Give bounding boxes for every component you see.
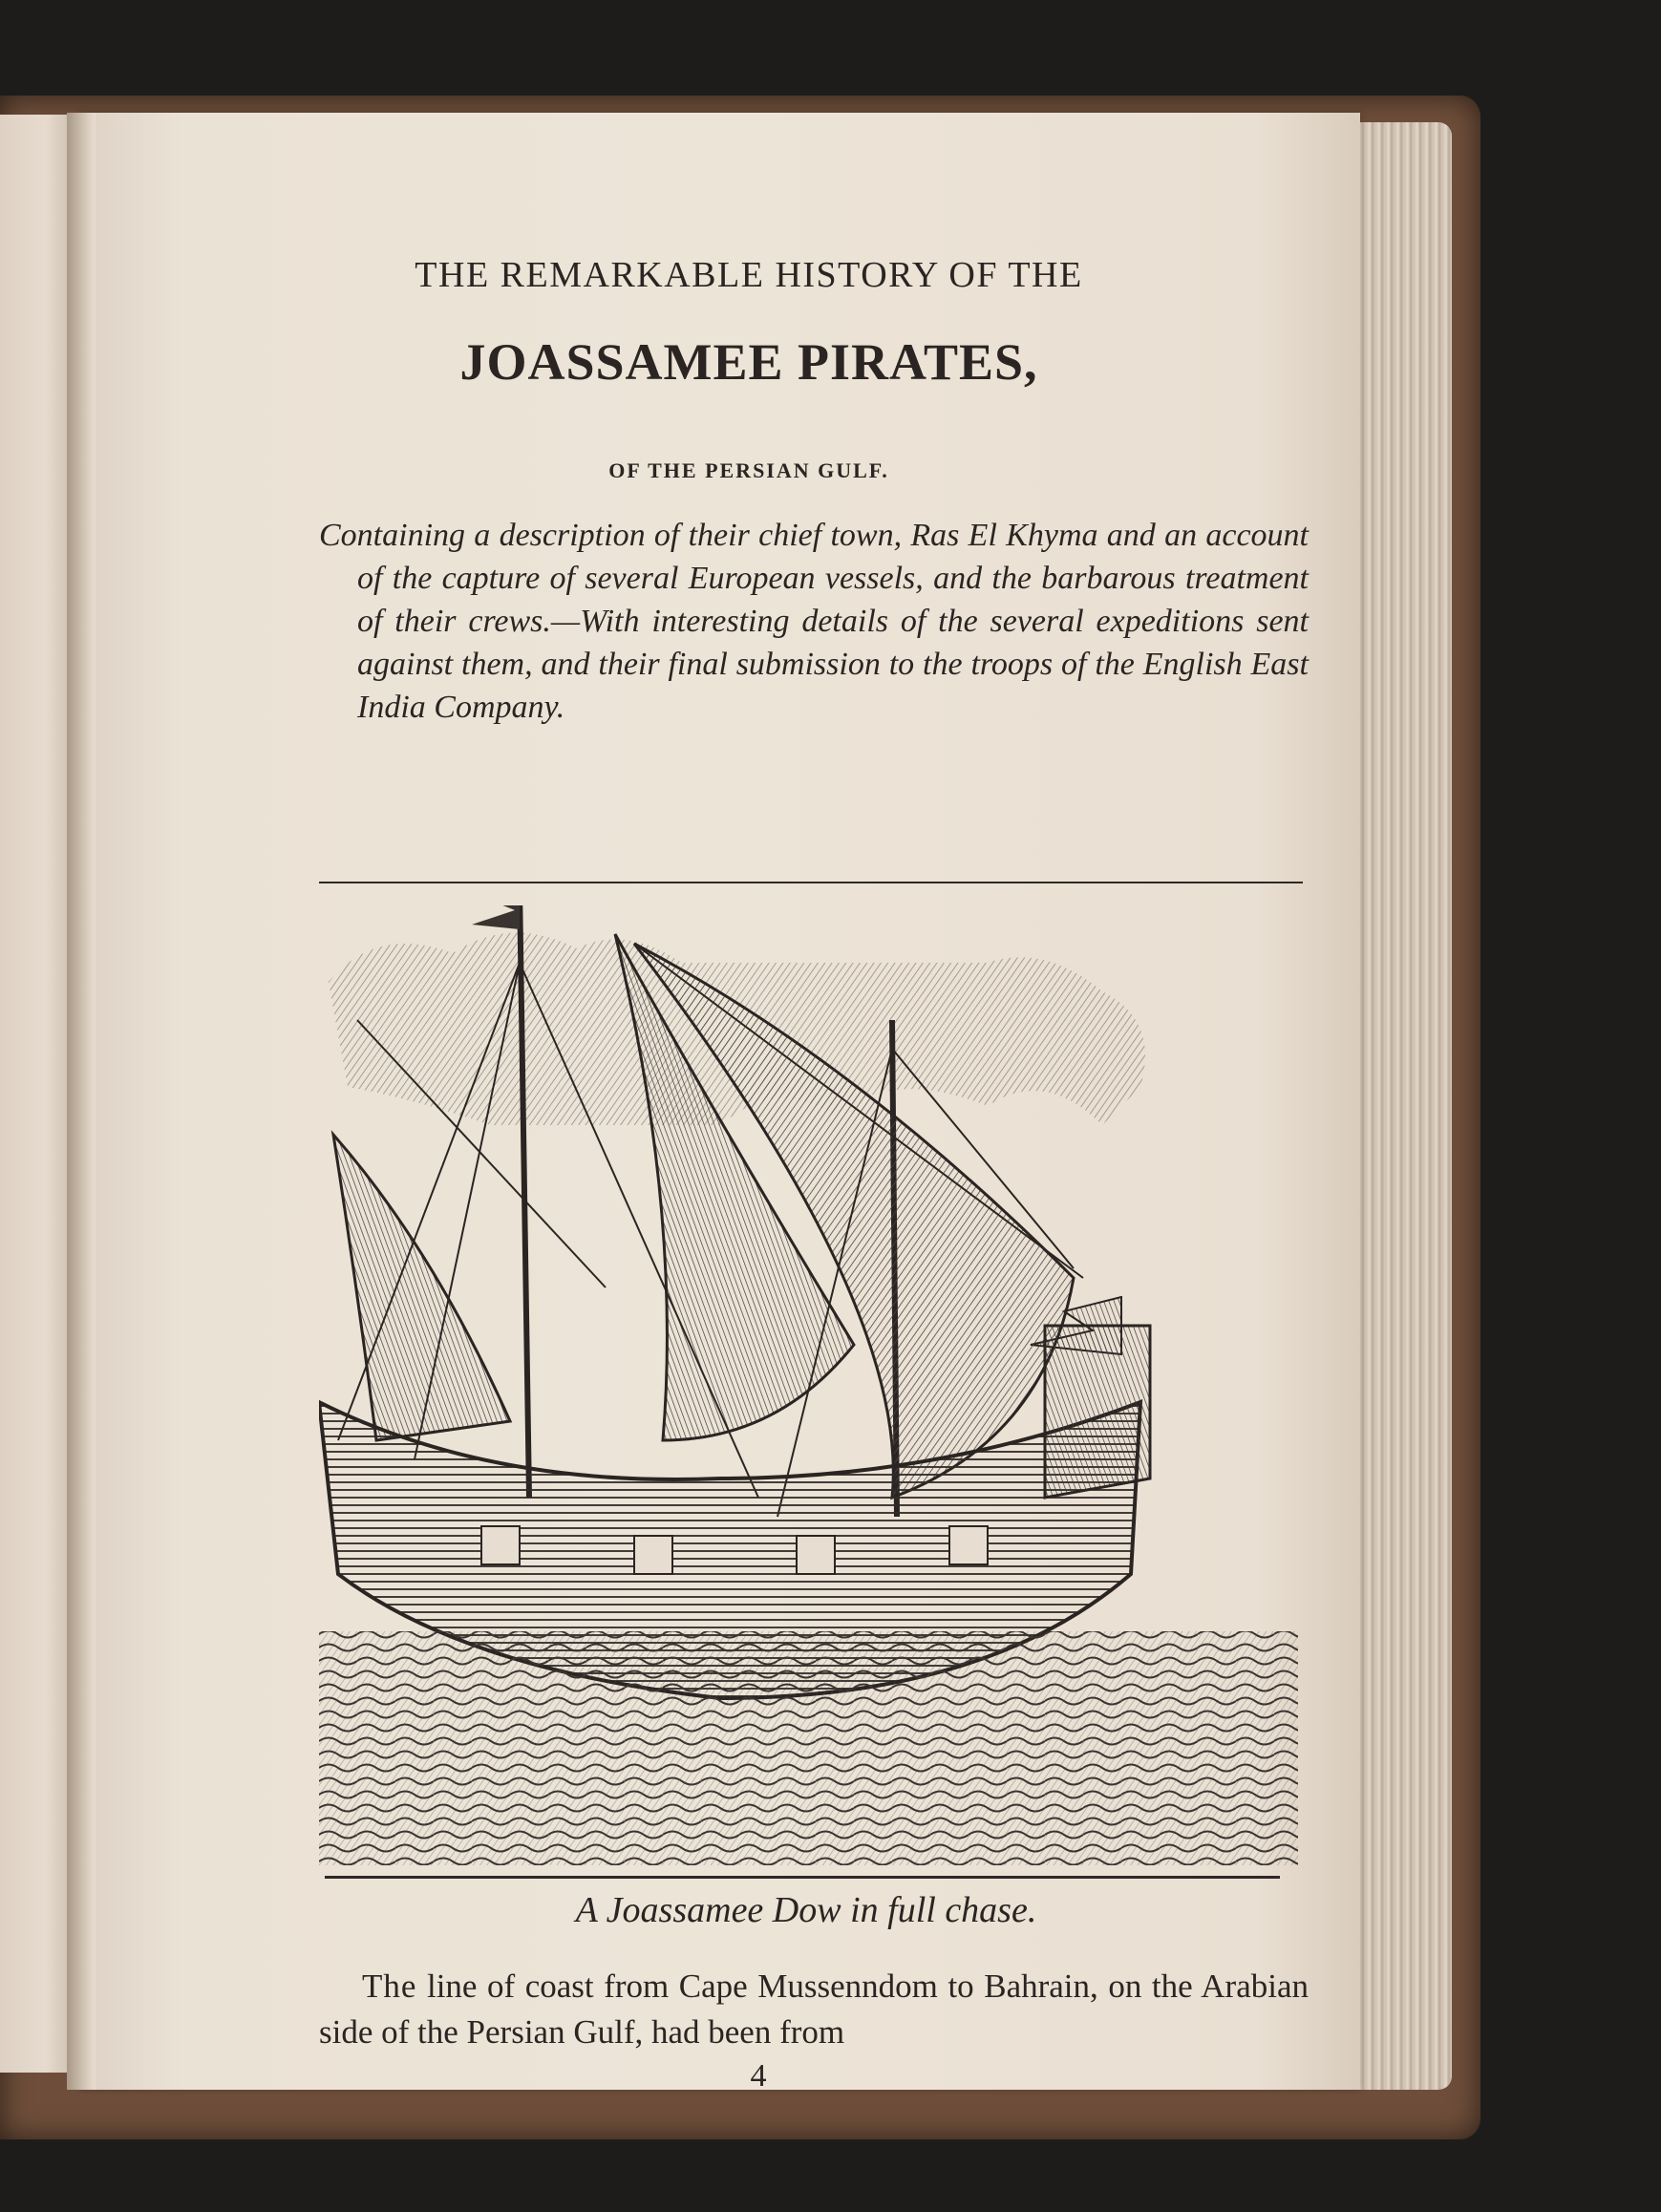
description-paragraph: Containing a description of their chief town, Ras El Khyma and an account of the capture of several European vessels, and the barbarous treatment of their crews.—With interesting details of the several expeditions sent against them, and their final submission to the troops of the English East India Company.	[319, 518, 1309, 725]
body-first-word: The	[362, 1967, 417, 2005]
top-rule	[319, 882, 1303, 883]
left-page-edge	[0, 115, 76, 2073]
ship-engraving-illustration	[319, 905, 1298, 1865]
sail-rear	[333, 1135, 510, 1440]
title-main: JOASSAMEE PIRATES,	[459, 333, 1038, 391]
body-text: line of coast from Cape Mussenndom to Bahrain, on the Arabian side of the Persian Gulf, had been from	[319, 1967, 1309, 2051]
page-number: 4	[750, 2058, 767, 2094]
title-line-1: THE REMARKABLE HISTORY OF THE	[415, 255, 1083, 295]
illustration-caption: A Joassamee Dow in full chase.	[575, 1890, 1037, 1930]
caption-rule	[325, 1876, 1280, 1879]
stern-castle	[1045, 1326, 1150, 1498]
title-subtitle: OF THE PERSIAN GULF.	[608, 458, 889, 482]
right-page	[80, 113, 1360, 2094]
page-gutter-shadow	[67, 113, 96, 2090]
flag-fore	[472, 905, 520, 929]
book-spread	[0, 96, 1480, 2139]
body-paragraph	[319, 1964, 1309, 2055]
page-edges	[1347, 122, 1452, 2090]
